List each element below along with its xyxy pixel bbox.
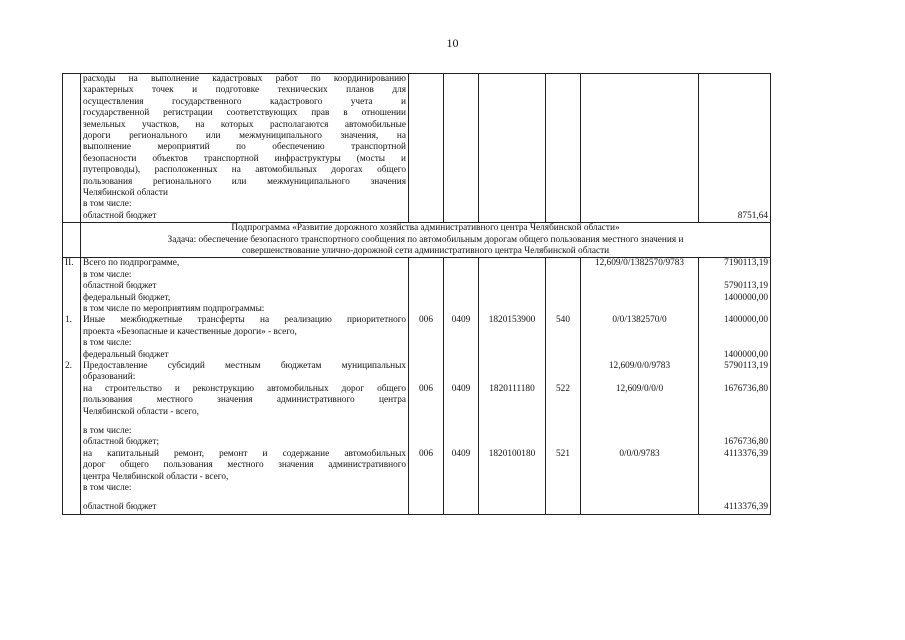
row-description: в том числе: xyxy=(83,482,132,493)
row-breakdown xyxy=(583,471,696,482)
row-amount xyxy=(701,270,768,281)
row-description: в том числе: xyxy=(83,338,132,349)
row-section-code xyxy=(446,406,476,417)
row-ministry-code xyxy=(411,471,441,482)
block1-description xyxy=(81,74,409,223)
row-ministry-code xyxy=(411,406,441,417)
block1-line: областной бюджет xyxy=(83,210,157,221)
page-number: 10 xyxy=(446,36,459,50)
block1-amount: 8751,64 xyxy=(699,74,771,223)
subprogram-header xyxy=(81,223,771,258)
budget-table xyxy=(62,73,771,515)
block1-line: осуществления государственного кадастрового учета и xyxy=(83,96,406,107)
row-section-code: 0409 xyxy=(451,315,471,326)
block1-line: безопасности объектов транспортной инфраструктуры (мосты и xyxy=(83,153,406,164)
row-spacer xyxy=(481,494,543,502)
row-expense-type xyxy=(548,304,578,315)
row-spacer xyxy=(481,418,543,426)
row-breakdown xyxy=(583,338,696,349)
row-breakdown xyxy=(583,372,696,383)
row-description: в том числе: xyxy=(83,269,132,280)
row-ministry-code xyxy=(411,460,441,471)
row-expense-type xyxy=(548,293,578,304)
row-section-code xyxy=(446,281,476,292)
row-ministry-code: 006 xyxy=(419,448,433,459)
row-amount xyxy=(701,406,768,417)
row-section-code xyxy=(446,293,476,304)
row-description: Всего по подпрограмме, xyxy=(83,258,180,269)
row-spacer xyxy=(446,494,476,502)
row-amount: 5790113,19 xyxy=(724,360,768,371)
row-breakdown xyxy=(583,406,696,417)
row-amount: 4113376,39 xyxy=(724,448,768,459)
row-target-code xyxy=(481,406,543,417)
row-target-code: 1820100180 xyxy=(488,448,536,459)
row-amount xyxy=(701,304,768,315)
row-number xyxy=(65,437,78,448)
row-section-code xyxy=(446,270,476,281)
row-expense-type xyxy=(548,361,578,372)
row-section-code: 0409 xyxy=(451,448,471,459)
row-ministry-code xyxy=(411,270,441,281)
row-ministry-code xyxy=(411,502,441,513)
row-target-code: 1820153900 xyxy=(488,315,536,326)
row-description: дорог общего пользования местного значения административного xyxy=(83,460,406,471)
row-description: в том числе: xyxy=(83,425,132,436)
row-expense-type xyxy=(548,270,578,281)
row-amount xyxy=(701,395,768,406)
row-number: II. xyxy=(65,258,74,269)
row-breakdown: 0/0/0/9783 xyxy=(619,448,660,459)
row-target-code xyxy=(481,258,543,269)
row-section-code xyxy=(446,460,476,471)
row-target-code xyxy=(481,270,543,281)
block1-line: Челябинской области xyxy=(83,188,168,199)
row-amount: 5790113,19 xyxy=(724,281,768,292)
row-description: федеральный бюджет xyxy=(83,349,169,360)
row-description: областной бюджет xyxy=(83,281,157,292)
row-number xyxy=(65,372,78,383)
block1-line: путепроводы), расположенных на автомобильных дорогах общего xyxy=(83,165,406,176)
row-spacer xyxy=(446,418,476,426)
row-amount: 1676736,80 xyxy=(723,383,768,394)
row-target-code xyxy=(481,395,543,406)
row-spacer xyxy=(83,418,406,426)
row-amount: 4113376,39 xyxy=(724,502,768,513)
row-description: Предоставление субсидий местным бюджетам муниципальных xyxy=(83,360,406,371)
row-ministry-code xyxy=(411,327,441,338)
row-amount: 1400000,00 xyxy=(723,349,768,360)
row-section-code xyxy=(446,437,476,448)
row-section-code xyxy=(446,372,476,383)
row-expense-type xyxy=(548,327,578,338)
row-amount xyxy=(701,426,768,437)
row-expense-type xyxy=(548,471,578,482)
row-breakdown xyxy=(583,327,696,338)
row-expense-type: 521 xyxy=(556,448,570,459)
row-target-code xyxy=(481,502,543,513)
row-ministry-code xyxy=(411,338,441,349)
row-number xyxy=(65,281,78,292)
row-description: областной бюджет xyxy=(83,502,157,513)
row-description: областной бюджет; xyxy=(83,437,160,448)
row-breakdown xyxy=(583,350,696,361)
row-target-code xyxy=(481,327,543,338)
row-description: Иные межбюджетные трансферты на реализацию приоритетного xyxy=(83,315,406,326)
row-number xyxy=(65,460,78,471)
block1-line: в том числе: xyxy=(83,199,132,210)
row-section-code xyxy=(446,327,476,338)
row-expense-type xyxy=(548,483,578,494)
row-ministry-code xyxy=(411,426,441,437)
row-target-code xyxy=(481,361,543,372)
row-ministry-code xyxy=(411,304,441,315)
row-breakdown xyxy=(583,437,696,448)
row-number xyxy=(65,471,78,482)
row-number xyxy=(65,395,78,406)
row-target-code xyxy=(481,426,543,437)
row-ministry-code xyxy=(411,350,441,361)
row-target-code xyxy=(481,460,543,471)
table-row xyxy=(63,74,771,223)
row-expense-type xyxy=(548,338,578,349)
row-spacer xyxy=(701,418,768,426)
row-expense-type xyxy=(548,406,578,417)
row-ministry-code xyxy=(411,293,441,304)
block1-line: дороги регионального или межмуниципального значения, на xyxy=(83,131,406,142)
row-spacer xyxy=(583,418,696,426)
row-breakdown xyxy=(583,281,696,292)
row-amount xyxy=(701,327,768,338)
row-breakdown xyxy=(583,395,696,406)
row-number xyxy=(65,304,78,315)
row-spacer xyxy=(548,418,578,426)
row-description: федеральный бюджет, xyxy=(83,292,171,303)
row-number xyxy=(65,406,78,417)
row-ministry-code xyxy=(411,361,441,372)
row-amount: 1400000,00 xyxy=(723,315,768,326)
row-target-code xyxy=(481,471,543,482)
row-description: пользования местного значения административного центра xyxy=(83,395,406,406)
row-expense-type xyxy=(548,437,578,448)
block1-line: пользования регионального или межмуниципального значения xyxy=(83,176,406,187)
row-ministry-code xyxy=(411,395,441,406)
row-ministry-code xyxy=(411,483,441,494)
row-target-code xyxy=(481,350,543,361)
row-target-code xyxy=(481,437,543,448)
row-section-code xyxy=(446,361,476,372)
row-number xyxy=(65,338,78,349)
row-breakdown xyxy=(583,270,696,281)
row-target-code xyxy=(481,483,543,494)
row-description: на строительство и реконструкцию автомобильных дорог общего xyxy=(83,383,406,394)
row-spacer xyxy=(411,494,441,502)
subprogram-task-line1: Задача: обеспечение безопасного транспортного сообщения по автомобильным дорогам общего пользования местного значения и xyxy=(167,234,684,245)
subprogram-header-row xyxy=(63,223,771,258)
row-amount: 7190113,19 xyxy=(724,258,768,269)
row-ministry-code: 006 xyxy=(419,383,433,394)
row-section-code xyxy=(446,338,476,349)
row-number xyxy=(65,293,78,304)
block1-line: государственной регистрации соответствующих прав в отношении xyxy=(83,108,406,119)
subprogram-task-line2: совершенствование улично-дорожной сети административного центра Челябинской области xyxy=(241,246,610,257)
row-target-code xyxy=(481,304,543,315)
row-ministry-code xyxy=(411,281,441,292)
row-expense-type: 522 xyxy=(556,383,570,394)
row-section-code xyxy=(446,502,476,513)
row-expense-type xyxy=(548,258,578,269)
row-breakdown xyxy=(583,460,696,471)
row-expense-type xyxy=(548,460,578,471)
row-target-code xyxy=(481,293,543,304)
row-ministry-code xyxy=(411,372,441,383)
row-section-code xyxy=(446,304,476,315)
row-target-code xyxy=(481,338,543,349)
row-spacer xyxy=(548,494,578,502)
row-number: 2. xyxy=(65,360,72,371)
row-amount xyxy=(701,338,768,349)
row-amount: 1400000,00 xyxy=(723,292,768,303)
row-expense-type xyxy=(548,502,578,513)
row-breakdown xyxy=(583,293,696,304)
row-breakdown xyxy=(583,483,696,494)
row-breakdown: 12,609/0/0/9783 xyxy=(608,360,671,371)
row-number xyxy=(65,449,78,460)
row-breakdown xyxy=(583,426,696,437)
row-amount: 1676736,80 xyxy=(723,437,768,448)
row-description: образований: xyxy=(83,372,136,383)
row-breakdown: 12,609/0/0/0 xyxy=(615,383,664,394)
row-ministry-code: 006 xyxy=(419,315,433,326)
row-expense-type xyxy=(548,395,578,406)
row-section-code xyxy=(446,426,476,437)
row-spacer xyxy=(701,494,768,502)
measures-row xyxy=(63,258,771,514)
row-breakdown: 12,609/0/1382570/9783 xyxy=(594,258,685,269)
row-expense-type xyxy=(548,426,578,437)
row-number xyxy=(65,384,78,395)
row-amount xyxy=(701,483,768,494)
row-breakdown: 0/0/1382570/0 xyxy=(612,315,667,326)
row-number xyxy=(65,350,78,361)
row-ministry-code xyxy=(411,258,441,269)
block1-line: выполнение мероприятий по обеспечению транспортной xyxy=(83,142,406,153)
row-number xyxy=(65,426,78,437)
row-section-code: 0409 xyxy=(451,383,471,394)
row-target-code xyxy=(481,372,543,383)
row-expense-type: 540 xyxy=(556,315,570,326)
row-section-code xyxy=(446,350,476,361)
row-spacer xyxy=(411,418,441,426)
row-target-code: 1820111180 xyxy=(489,383,535,394)
row-spacer xyxy=(583,494,696,502)
row-breakdown xyxy=(583,502,696,513)
row-expense-type xyxy=(548,281,578,292)
row-section-code xyxy=(446,258,476,269)
block1-line: характерных точек и подготовке технических планов для xyxy=(83,85,406,96)
block1-line: расходы на выполнение кадастровых работ по координированию xyxy=(83,74,406,84)
row-number xyxy=(65,483,78,494)
row-number xyxy=(65,502,78,513)
row-amount xyxy=(701,471,768,482)
row-number: 1. xyxy=(65,315,72,326)
row-amount xyxy=(701,460,768,471)
row-section-code xyxy=(446,483,476,494)
row-target-code xyxy=(481,281,543,292)
row-description: Челябинской области - всего, xyxy=(83,406,199,417)
row-spacer xyxy=(65,494,78,502)
row-section-code xyxy=(446,471,476,482)
row-amount xyxy=(701,372,768,383)
row-number xyxy=(65,270,78,281)
block1-line: земельных участков, на которых располагаются автомобильные xyxy=(83,119,406,130)
row-description: в том числе по мероприятиям подпрограммы: xyxy=(83,303,265,314)
row-number xyxy=(65,327,78,338)
row-expense-type xyxy=(548,372,578,383)
row-ministry-code xyxy=(411,437,441,448)
row-description: на капитальный ремонт, ремонт и содержание автомобильных xyxy=(83,448,406,459)
row-description: проекта «Безопасные и качественные дороги» - всего, xyxy=(83,326,297,337)
subprogram-title: Подпрограмма «Развитие дорожного хозяйства административного центра Челябинской области» xyxy=(231,223,620,234)
row-spacer xyxy=(65,418,78,426)
row-breakdown xyxy=(583,304,696,315)
row-section-code xyxy=(446,395,476,406)
row-expense-type xyxy=(548,350,578,361)
row-description: центра Челябинской области - всего, xyxy=(83,471,229,482)
